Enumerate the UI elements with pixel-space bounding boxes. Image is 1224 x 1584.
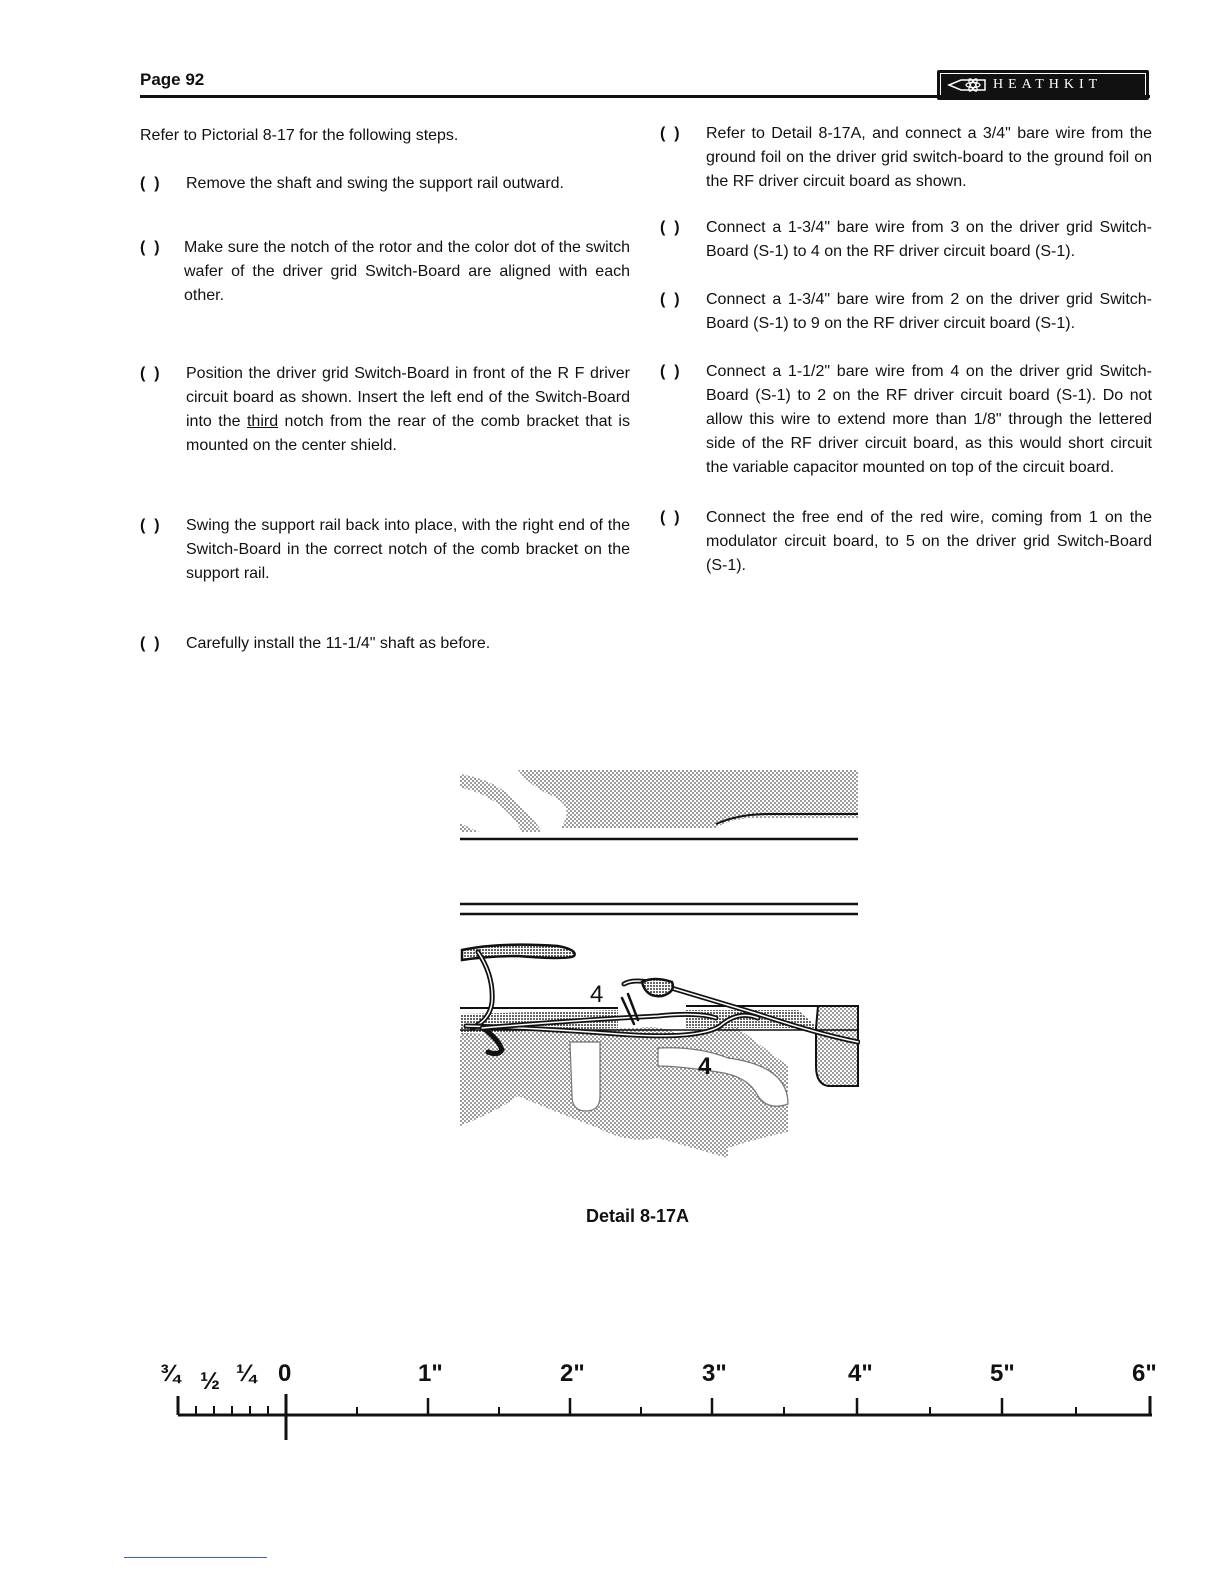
step-item <box>660 216 1152 264</box>
step-checkbox[interactable]: ( ) <box>140 175 160 192</box>
emphasis-third: third <box>246 413 279 430</box>
page-number: Page 92 <box>140 70 205 89</box>
step-text: Connect the free end of the red wire, coming from 1 on the modulator circuit board, to 5 on the driver grid Switch-Board (S-1). <box>706 509 1152 574</box>
ruler-label-1in: 1" <box>418 1360 443 1387</box>
ruler-label-5in: 5" <box>990 1360 1015 1387</box>
intro-text: Refer to Pictorial 8-17 for the following steps. <box>140 127 459 144</box>
ruler-label-zero: 0 <box>278 1360 292 1387</box>
step-checkbox[interactable]: ( ) <box>660 509 680 526</box>
step-checkbox[interactable]: ( ) <box>140 635 160 652</box>
right-column <box>660 122 1152 578</box>
step-text: Refer to Detail 8-17A, and connect a 3/4" bare wire from the ground foil on the driver grid switch-board to the ground foil on the RF driver circuit board as shown. <box>706 125 1152 190</box>
step-text-part: Position the driver grid Switch-Board in front of the R F driver circuit board as shown. Insert the left end of the Switch-Board into the <box>186 365 630 430</box>
switch-board-section <box>460 770 858 839</box>
inch-ruler <box>160 1360 1190 1450</box>
terminal-label-lower: 4 <box>698 1053 712 1080</box>
ruler-label-6in: 6" <box>1132 1360 1157 1387</box>
step-text: Carefully install the 11-1/4" shaft as before. <box>186 635 491 652</box>
step-checkbox[interactable]: ( ) <box>660 363 680 380</box>
step-text: Make sure the notch of the rotor and the color dot of the switch wafer of the driver grid Switch-Board are aligned with each other. <box>184 239 630 304</box>
step-item <box>140 172 630 196</box>
step-text: Connect a 1-3/4" bare wire from 2 on the driver grid Switch-Board (S-1) to 9 on the RF driver circuit board (S-1). <box>706 291 1152 332</box>
step-item <box>660 506 1152 578</box>
detail-8-17a-illustration <box>458 766 860 1166</box>
step-text: Connect a 1-1/2" bare wire from 4 on the driver grid Switch-Board (S-1) to 2 on the RF driver circuit board (S-1). Do not allow this wire to extend more than 1/8" through the lettered side of the RF driver circuit board, as this would short circuit the variable capacitor mounted on top of the circuit board. <box>706 363 1152 476</box>
step-text: Remove the shaft and swing the support rail outward. <box>186 175 564 192</box>
ruler-label-4in: 4" <box>848 1360 873 1387</box>
step-checkbox[interactable]: ( ) <box>660 291 680 308</box>
step-text: Connect a 1-3/4" bare wire from 3 on the driver grid Switch-Board (S-1) to 4 on the RF driver circuit board (S-1). <box>706 219 1152 260</box>
ruler-scale <box>160 1360 1190 1450</box>
step-checkbox[interactable]: ( ) <box>140 239 160 256</box>
header-rule <box>140 95 1150 98</box>
step-checkbox[interactable]: ( ) <box>660 219 680 236</box>
footer-link-underline <box>124 1557 267 1558</box>
step-item <box>140 632 630 656</box>
atom-emblem-icon <box>947 77 987 93</box>
left-column <box>140 124 630 656</box>
step-item <box>140 236 630 308</box>
step-item <box>660 288 1152 336</box>
ruler-label-half: ½ <box>200 1368 221 1395</box>
brand-name: HEATHKIT <box>993 77 1103 92</box>
step-item <box>140 362 630 458</box>
ruler-label-3in: 3" <box>702 1360 727 1387</box>
ruler-label-three-quarter: ¾ <box>160 1360 181 1387</box>
ruler-label-2in: 2" <box>560 1360 585 1387</box>
step-checkbox[interactable]: ( ) <box>140 365 160 382</box>
figure-caption: Detail 8-17A <box>586 1206 690 1226</box>
step-text <box>186 362 630 458</box>
step-text: Swing the support rail back into place, with the right end of the Switch-Board in the correct notch of the comb bracket on the support rail. <box>186 517 630 582</box>
step-item <box>660 122 1152 194</box>
step-text-part: notch from the rear of the comb bracket that is mounted on the center shield. <box>186 413 630 454</box>
step-item <box>140 514 630 586</box>
step-checkbox[interactable]: ( ) <box>660 125 680 142</box>
terminal-label-upper: 4 <box>590 981 604 1008</box>
ruler-label-quarter: ¼ <box>236 1360 257 1387</box>
step-item <box>660 360 1152 480</box>
step-checkbox[interactable]: ( ) <box>140 517 160 534</box>
